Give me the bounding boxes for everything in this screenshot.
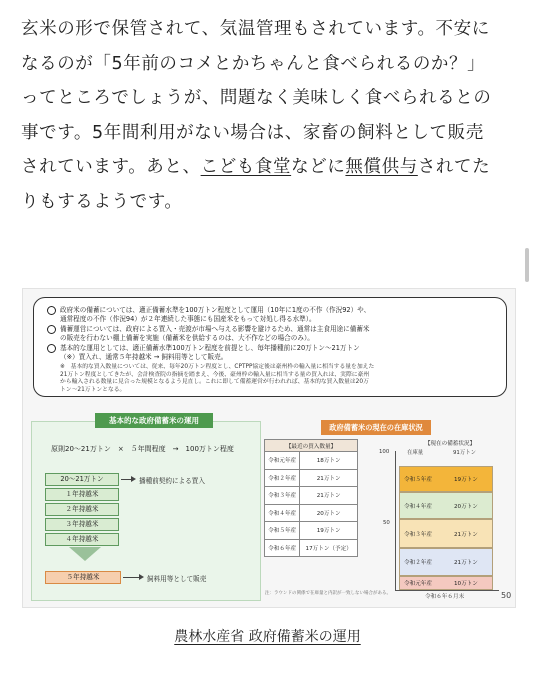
table-cell: 21万トン [300, 487, 358, 505]
note-2 [60, 325, 370, 342]
note-line: （※）買入れ、通常５年持越米 → 飼料用等として販売。 [60, 352, 228, 361]
footnote-line: 21万トン程度としてきたが、会計検査院の指摘を踏まえ、今後、豪州枠の輸入量に相当する量の買入れは、実際に豪州 [60, 371, 370, 378]
table-cell: 19万トン [300, 522, 358, 540]
box-year2: ２年持越米 [45, 503, 119, 516]
stock-segment [399, 492, 493, 519]
stock-label: 在庫量 [407, 450, 424, 456]
note-1 [60, 306, 370, 323]
note-line: 政府米の備蓄については、適正備蓄水準を100万トン程度として運用（10年に1度の不作（作況92）や、 [60, 306, 371, 314]
paragraph-line: りもするようです。 [21, 191, 183, 212]
scrollbar[interactable] [525, 248, 529, 282]
article-text [21, 12, 515, 219]
circle-bullet-icon [47, 306, 56, 315]
note-line: 通常程度の不作（作況94）が２年連続した事態にも国産米をもって対処し得る水準）。 [60, 314, 316, 323]
stock-total: 91万トン [453, 450, 477, 456]
footnote [60, 364, 374, 394]
paragraph-line: 事です。5年間利用がない場合は、家畜の飼料として販売 [21, 122, 484, 143]
segment-qty: 21万トン [454, 560, 478, 567]
stockpile-figure[interactable] [22, 288, 516, 608]
box-year5: ５年持越米 [45, 571, 121, 584]
segment-qty: 21万トン [454, 531, 478, 538]
box-purchase: 20〜21万トン [45, 473, 119, 486]
note-line: 備蓄運営については、政府による買入・売渡が市場へ与える影響を避けるため、通常は主食用途に備蓄米 [60, 325, 370, 333]
paragraph-line: ってところでしょうが、問題なく美味しく食べられるとの [21, 88, 492, 108]
note-line: の販売を行わない棚上備蓄を実施（備蓄米を供給するのは、大不作などの場合のみ）。 [60, 333, 314, 342]
recent-purchase-table [264, 439, 358, 557]
notes-box [33, 297, 507, 397]
table-row [265, 522, 358, 540]
table-row [265, 504, 358, 522]
text-span: などに [291, 157, 346, 177]
y-tick-100: 100 [379, 449, 390, 455]
stock-segment [399, 466, 493, 492]
down-arrow-icon [69, 547, 101, 561]
text-span: されてた [417, 157, 491, 177]
x-axis [395, 590, 499, 591]
right-arrow-icon [139, 574, 144, 580]
chart-header: 【現在の備蓄状況】 [424, 441, 476, 447]
formula: 原則20〜21万トン × ５年間程度 → 100万トン程度 [51, 445, 234, 453]
table-cell: 令和４年産 [265, 504, 300, 522]
table-cell: 令和元年産 [265, 452, 300, 470]
table-cell: 令和３年産 [265, 487, 300, 505]
table-row [265, 469, 358, 487]
paragraph-line [21, 150, 515, 185]
table-cell: 20万トン [300, 504, 358, 522]
box-year3: ３年持越米 [45, 518, 119, 531]
table-cell: 21万トン [300, 469, 358, 487]
link-kodomo-shokudo[interactable]: こども食堂 [200, 157, 292, 177]
segment-year: 令和２年産 [404, 560, 432, 567]
segment-year: 令和元年産 [404, 581, 432, 588]
stock-segment [399, 519, 493, 548]
basic-operation-title: 基本的な政府備蓄米の運用 [95, 413, 213, 428]
label-sell: 飼料用等として販売 [147, 575, 207, 583]
paragraph-line: なるのが「5年前のコメとかちゃんと食べられるのか？」 [21, 53, 486, 74]
circle-bullet-icon [47, 344, 56, 353]
text-span: されています。あと、 [21, 157, 201, 177]
footnote-line: トン〜21万トンとなる。 [60, 386, 126, 393]
note-3 [60, 344, 360, 361]
box-year4: ４年持越米 [45, 533, 119, 546]
link-musho-kyoyo[interactable]: 無償供与 [345, 157, 418, 177]
y-axis [395, 451, 396, 591]
segment-qty: 19万トン [454, 477, 478, 484]
right-arrow-icon [131, 476, 136, 482]
inventory-title: 政府備蓄米の現在の在庫状況 [321, 420, 431, 435]
small-note: 注：ラウンドの関係で在庫量と内訳が一致しない場合がある。 [265, 591, 391, 596]
date-label: 令和６年６月末 [425, 594, 465, 600]
y-tick-50: 50 [383, 520, 390, 526]
label-purchase: 播種前契約による買入 [139, 477, 205, 485]
table-row [265, 487, 358, 505]
table-row [265, 452, 358, 470]
box-year1: １年持越米 [45, 488, 119, 501]
stock-segment [399, 576, 493, 590]
segment-year: 令和３年産 [404, 531, 432, 538]
table-header: 【最近の買入数量】 [265, 440, 358, 452]
table-cell: 令和６年産 [265, 539, 300, 557]
table-cell: 17万トン（予定） [300, 539, 358, 557]
segment-qty: 10万トン [454, 581, 478, 588]
figure-caption[interactable]: 農林水産省 政府備蓄米の運用 [174, 629, 361, 645]
segment-year: 令和４年産 [404, 503, 432, 510]
footnote-line: から輸入される数量に見合った規模となるよう見直し。これに即して備蓄運営が行われれば、基本的な買入数量は20万 [60, 379, 369, 385]
page-number: 50 [501, 591, 512, 600]
note-line: 基本的な運用としては、適正備蓄水準100万トン程度を前提とし、毎年播種前に20万トン〜21万トン [60, 344, 360, 352]
table-row [265, 539, 358, 557]
table-cell: 令和５年産 [265, 522, 300, 540]
table-cell: 令和２年産 [265, 469, 300, 487]
segment-qty: 20万トン [454, 503, 478, 510]
table-cell: 18万トン [300, 452, 358, 470]
circle-bullet-icon [47, 325, 56, 334]
segment-year: 令和５年産 [404, 477, 432, 484]
stock-segment [399, 548, 493, 577]
footnote-line: ※ 基本的な買入数量については、従来、毎年20万トン程度とし、CPTPP協定後は豪州枠の輸入量に相当する量を加えた [60, 364, 375, 370]
paragraph-line: 玄米の形で保管されて、気温管理もされています。不安に [21, 19, 490, 39]
